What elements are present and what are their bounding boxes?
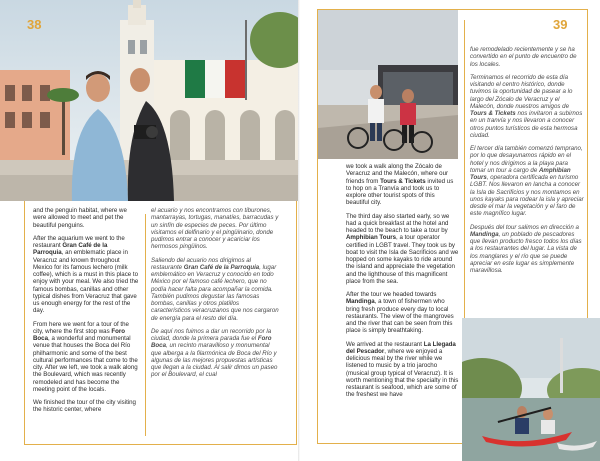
right-es-paragraph-4: Después del tour salimos en dirección a Mandinga, un poblado de pescadores que llevan producto fresco todos los días a los restaurantes del lugar. La vista de los manglares y el río que se puede apreciar en este lugar es simplemente maravillosa. [470, 223, 582, 274]
museum-photo-illustration [318, 10, 458, 159]
left-column-separator [145, 214, 146, 436]
cathedral-photo [0, 0, 300, 201]
right-es-paragraph-3: El tercer día también comenzó temprano, por lo que desayunamos rápido en el hotel y nos dirigimos a la playa para tomar un tour a cargo de Amphibian Tours, operadora certificada en turismo LGBT. Nos llevaron en lancha a conocer la Isla de Sacrificios y nos montamos en unos kayaks para rodear la isla y apreciar desde el mar la vegetación y el faro de este magnífico lugar. [470, 145, 584, 218]
left-spanish-column [151, 207, 279, 385]
left-en-paragraph-2: After the aquarium we went to the restaurant Gran Café de la Parroquia, an emblematic place in Veracruz and known throughout Mexico for its famous lechero (milk coffee), which is a must in this place to enjoy with your meal. We also tried the famous bombas, canillas and other typical dishes from Veracruz that gave us enough energy for the rest of the day. [33, 234, 139, 315]
right-en-paragraph-1: we took a walk along the Zócalo de Veracruz and the Malecón, where our friends from Tours & Tickets invited us to hop on a Tranvía and took us to explore other tourist spots of this beautiful city. [346, 163, 454, 207]
page-number-right: 39 [553, 17, 568, 32]
left-english-column [33, 207, 139, 420]
cathedral-photo-illustration [0, 0, 300, 201]
left-en-paragraph-3: From here we went for a tour of the city, where the first stop was Foro Boca, a wonderful and monumental venue that houses the Boca del Río philharmonic and some of the best cultural performances that come to the city. After we left, we took a walk along the Boulevard, which was recently remodeled and has become the meeting point of the locals. [33, 320, 138, 393]
left-en-paragraph-4: We finished the tour of the city visiting the historic center, where [33, 399, 136, 414]
left-es-paragraph-2: Saliendo del acuario nos dirigimos al restaurante Gran Café de la Parroquia, lugar emblemático en Veracruz y conocido en todo México por el famoso café lechero, que no podía hacer falta para acompañar la comida. También pudimos degustar las famosas bombas, canillas y otros platillos característicos veracruzanos que nos cargaron de energía para el resto del día. [151, 256, 279, 322]
right-page [300, 0, 600, 461]
left-en-paragraph-1: and the penguin habitat, where we were allowed to meet and pet the beautiful penguins. [33, 207, 127, 229]
page-number-left: 38 [27, 17, 42, 32]
right-english-column [346, 163, 459, 405]
right-en-paragraph-4: We arrived at the restaurant La Llegada del Pescador, where we enjoyed a delicious meal by the river while we listened to music by a trio jarocho (musical group typical of Veracruz). It is worth mentioning that the specialty in this restaurant is seafood, which are some of the freshest we have [346, 340, 459, 399]
left-es-paragraph-1: el acuario y nos encontramos con tiburones, mantarrayas, tortugas, manatíes, barracudas y un sinfín de especies de peces. Por último visitamos el delfinario y el pingüinario, donde pudimos entrar a conocer y acariciar los hermosos pingüinos. [151, 207, 279, 251]
right-spanish-column [470, 46, 584, 280]
right-es-paragraph-1: fue remodelado recientemente y se ha convertido en el punto de encuentro de los locales. [470, 46, 577, 68]
right-en-paragraph-3: After the tour we headed towards Mandinga, a town of fishermen who bring fresh produce every day to local restaurants. The view of the mangroves and the river that can be seen from this place is simply breathtaking. [346, 291, 454, 335]
kayak-photo [462, 318, 600, 461]
right-es-paragraph-2: Terminamos el recorrido de esta día visitando el centro histórico, donde tuvimos la oportunidad de pasear a lo largo del Zócalo de Veracruz y el Malecón, donde nuestros amigos de Tours & Tickets nos invitaron a subirnos en un tranvía y nos llevaron a conocer otros puntos turísticos de esta hermosa ciudad. [470, 73, 583, 139]
museum-photo [318, 10, 458, 159]
kayak-photo-illustration [462, 318, 600, 461]
right-en-paragraph-2: The third day also started early, so we had a quick breakfast at the hotel and headed to the beach to take a tour by Amphibian Tours, a tour operator certified in LGBT travel. They took us by boat to visit the Isla de Sacrificios and we hopped on some kayaks to ride around the island and appreciate the vegetation and the lighthouse of this magnificent place from the sea. [346, 212, 459, 285]
left-es-paragraph-3: De aquí nos fuimos a dar un recorrido por la ciudad, donde la primera parada fue el Foro Boca, un recinto maravilloso y monumental que alberga a la filarmónica de Boca del Río y algunas de las mejores propuestas artísticas que llegan a la ciudad. Al salir dimos un paseo por el Boulevard, el cual [151, 327, 278, 379]
